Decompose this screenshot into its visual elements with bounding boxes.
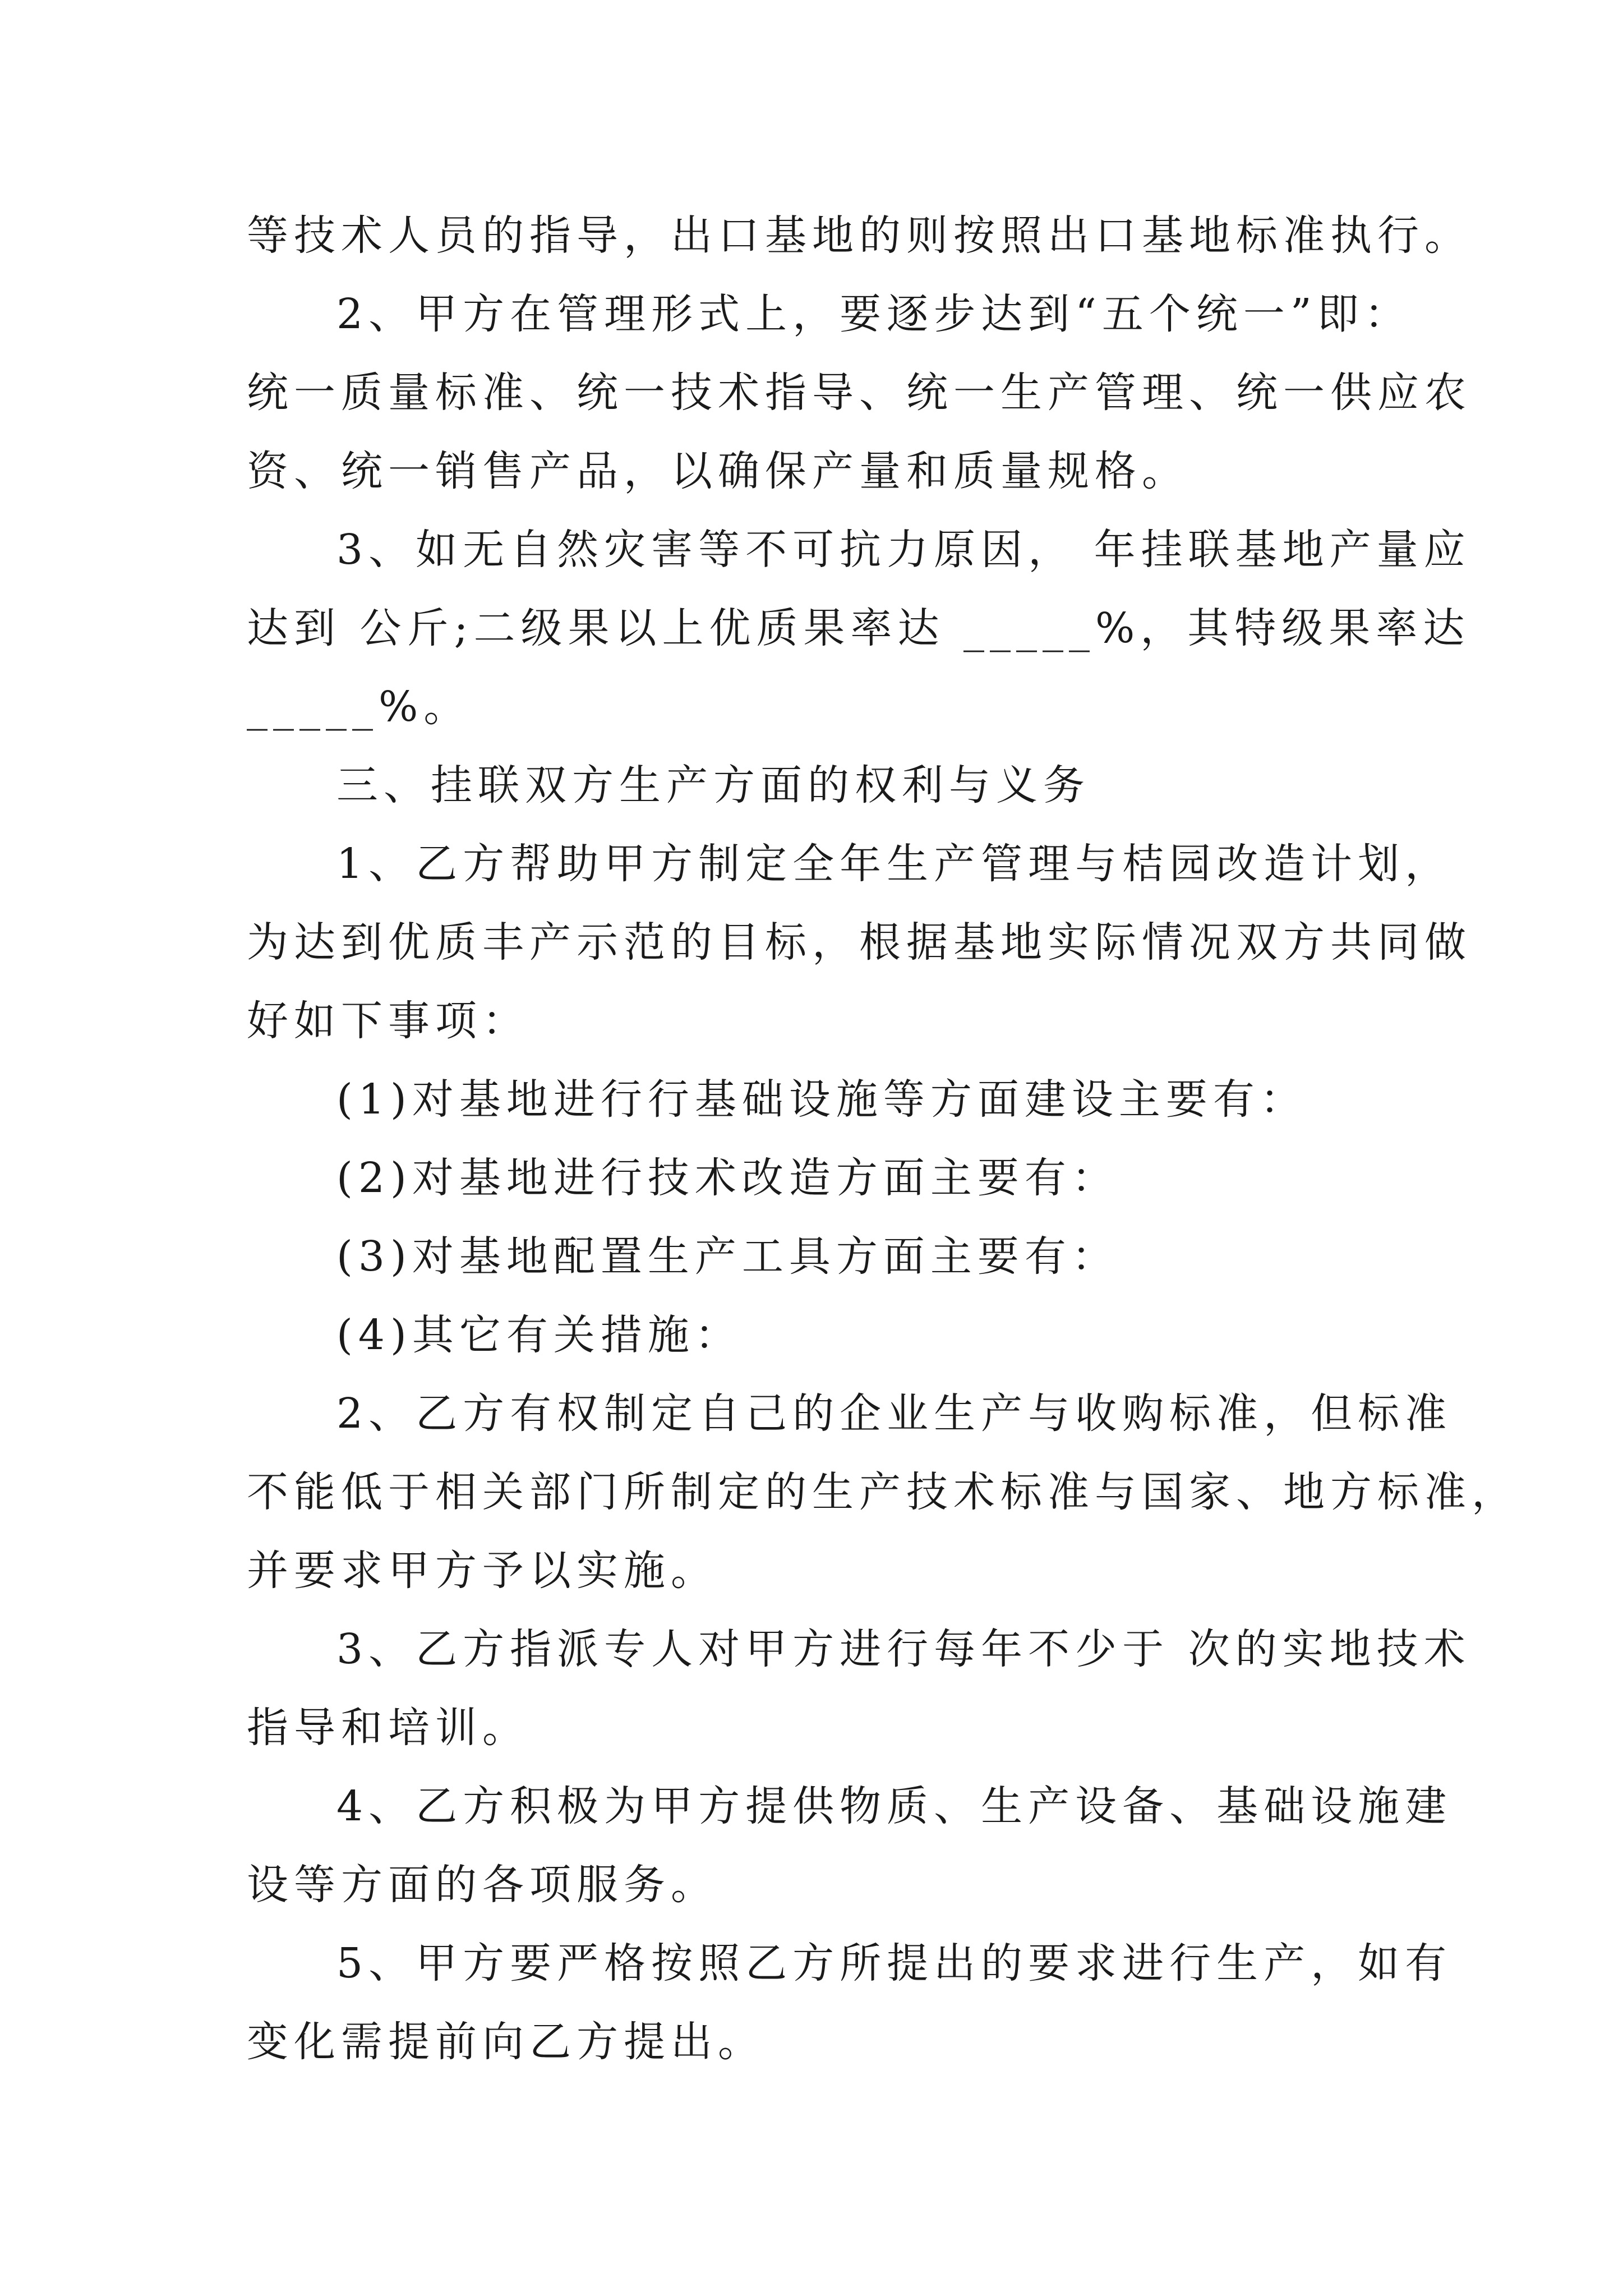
text-line: 1、乙方帮助甲方制定全年生产管理与桔园改造计划，: [336, 840, 1453, 888]
text-line: 好如下事项：: [247, 997, 529, 1045]
text-line: 不能低于相关部门所制定的生产技术标准与国家、地方标准，: [247, 1468, 1519, 1516]
text-line: 资、统一销售产品，以确保产量和质量规格。: [247, 447, 1189, 495]
section-heading: 三、挂联双方生产方面的权利与义务: [336, 761, 1090, 809]
text-line: 并要求甲方予以实施。: [247, 1547, 718, 1595]
list-item: (2)对基地进行技术改造方面主要有：: [336, 1154, 1119, 1202]
text-line: 3、如无自然灾害等不可抗力原因， 年挂联基地产量应: [336, 526, 1471, 574]
text-line: _____%。: [247, 683, 471, 731]
text-line: 5、甲方要严格按照乙方所提出的要求进行生产，如有: [336, 1939, 1453, 1987]
list-item: (4)其它有关措施：: [336, 1311, 742, 1359]
text-line: 2、甲方在管理形式上，要逐步达到“五个统一”即：: [336, 290, 1412, 338]
list-item: (1)对基地进行行基础设施等方面建设主要有：: [336, 1075, 1307, 1124]
text-line: 达到 公斤;二级果以上优质果率达 _____%，其特级果率达: [247, 604, 1470, 652]
text-line: 设等方面的各项服务。: [247, 1861, 718, 1909]
text-line: 2、乙方有权制定自己的企业生产与收购标准，但标准: [336, 1389, 1453, 1438]
text-line: 指导和培训。: [247, 1704, 529, 1752]
text-line: 4、乙方积极为甲方提供物质、生产设备、基础设施建: [336, 1782, 1453, 1830]
list-item: (3)对基地配置生产工具方面主要有：: [336, 1232, 1119, 1281]
text-line: 为达到优质丰产示范的目标，根据基地实际情况双方共同做: [247, 918, 1472, 967]
text-line: 变化需提前向乙方提出。: [247, 2018, 765, 2066]
text-line: 等技术人员的指导，出口基地的则按照出口基地标准执行。: [247, 211, 1472, 260]
text-line: 统一质量标准、统一技术指导、统一生产管理、统一供应农: [247, 369, 1472, 417]
text-line: 3、乙方指派专人对甲方进行每年不少于 次的实地技术: [336, 1625, 1471, 1673]
